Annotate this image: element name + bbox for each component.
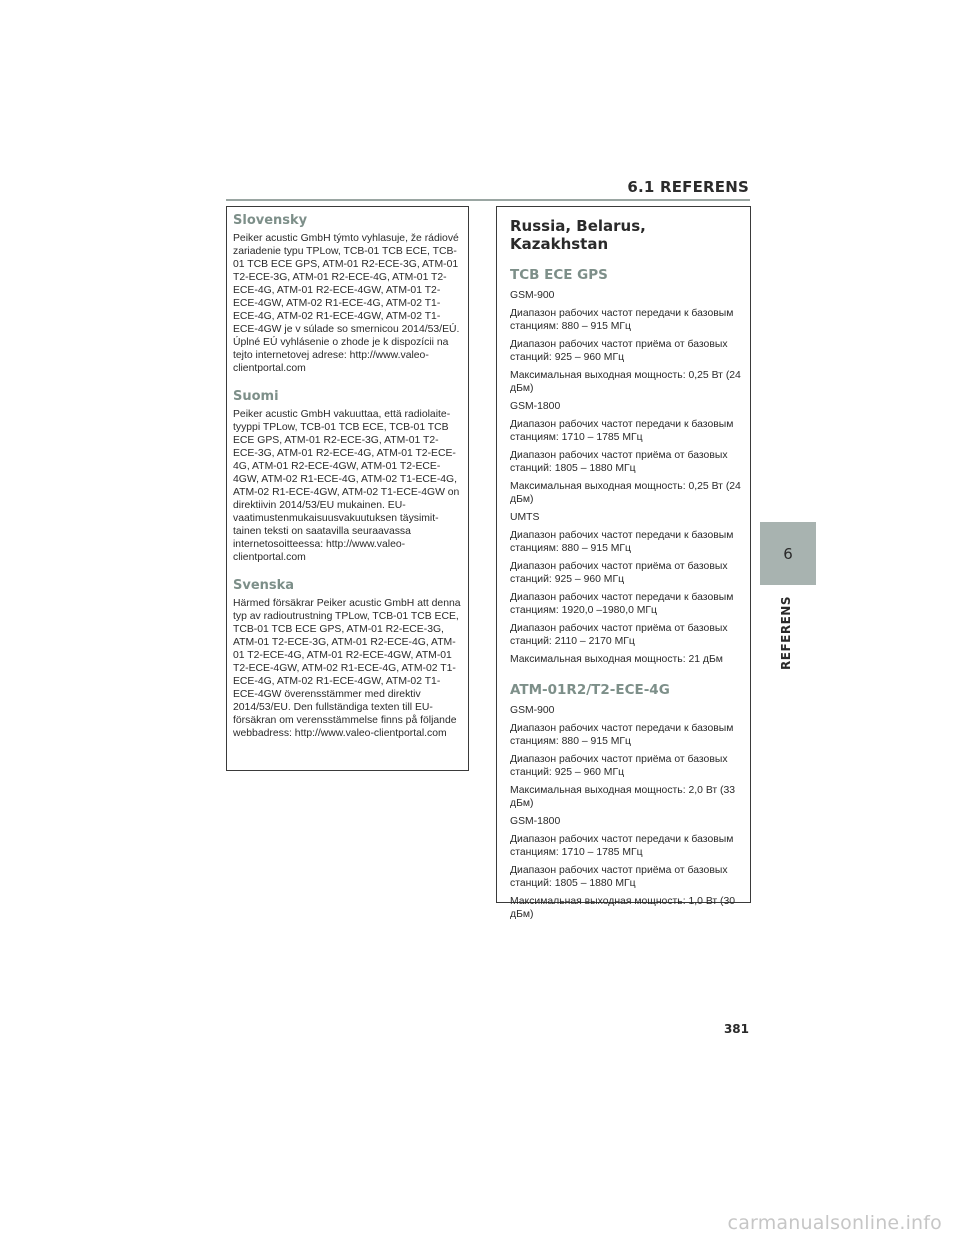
right-specs-box bbox=[496, 206, 751, 920]
chapter-tab bbox=[760, 522, 816, 585]
section-heading-svenska: Svenska bbox=[233, 578, 295, 593]
spec-line: Максимальная выходная мощность: 2,0 Вт (33 дБм) bbox=[510, 785, 736, 809]
spec-line: Максимальная выходная мощность: 1,0 Вт (30 дБм) bbox=[510, 896, 736, 920]
spec-line: Диапазон рабочих частот передачи к базовым станциям: 880 – 915 МГц bbox=[510, 723, 734, 747]
spec-line: Диапазон рабочих частот приёма от базовых станций: 925 – 960 МГц bbox=[510, 561, 728, 585]
spec-line: Диапазон рабочих частот приёма от базовых станций: 1805 – 1880 МГц bbox=[510, 450, 728, 474]
left-declaration-box bbox=[226, 206, 469, 771]
group-lines-atm-01r2-t2-ece-4g bbox=[510, 704, 743, 921]
spec-line: Диапазон рабочих частот передачи к базовым станциям: 1920,0 –1980,0 МГц bbox=[510, 592, 734, 616]
header-rule bbox=[226, 199, 750, 201]
spec-line: UMTS bbox=[510, 512, 540, 523]
spec-line: Диапазон рабочих частот передачи к базовым станциям: 880 – 915 МГц bbox=[510, 308, 734, 332]
section-text-svenska: Härmed försäkrar Peiker acustic GmbH att denna typ av radioutrustning TPLow, TCB-01 TCB ECE, TCB-01 TCB ECE GPS, ATM-01 R2-ECE-3G, ATM-01 T2-ECE-3G, ATM-01 R2-ECE-4G, ATM-01 T2-ECE-4G, ATM-01 R2-ECE-4GW, ATM-01 T2-ECE-4GW, ATM-02 R1-ECE-4G, ATM-02 T1-ECE-4G, ATM-02 R1-ECE-4GW, ATM-02 T1-ECE-4GW överensstämmer med direktiv 2014/53/EU. Den fullständiga texten till EU-försäkran om verensstämmelse finns på följande webbadress: http://www.valeo-clientportal.com bbox=[233, 598, 461, 739]
spec-line: Максимальная выходная мощность: 0,25 Вт (24 дБм) bbox=[510, 370, 741, 394]
spec-line: Диапазон рабочих частот передачи к базовым станциям: 1710 – 1785 МГц bbox=[510, 834, 734, 858]
section-heading-suomi: Suomi bbox=[233, 389, 279, 404]
watermark-logo: carmanualsonline.info bbox=[727, 1212, 942, 1234]
spec-line: Диапазон рабочих частот передачи к базовым станциям: 1710 – 1785 МГц bbox=[510, 419, 734, 443]
chapter-label: REFERENS bbox=[779, 596, 793, 670]
spec-line: GSM-1800 bbox=[510, 401, 561, 412]
spec-line: Диапазон рабочих частот приёма от базовых станций: 925 – 960 МГц bbox=[510, 339, 728, 363]
spec-line: Диапазон рабочих частот передачи к базовым станциям: 880 – 915 МГц bbox=[510, 530, 734, 554]
group-heading-tcb-ece-gps: TCB ECE GPS bbox=[510, 267, 608, 283]
spec-line: Диапазон рабочих частот приёма от базовых станций: 2110 – 2170 МГц bbox=[510, 623, 728, 647]
section-text-slovensky: Peiker acustic GmbH týmto vyhlasuje, že rádiové zariadenie typu TPLow, TCB-01 TCB ECE, TCB-01 TCB ECE GPS, ATM-01 R2-ECE-3G, ATM-01 T2-ECE-3G, ATM-01 R2-ECE-4G, ATM-01 T2-ECE-4G, ATM-01 R2-ECE-4GW, ATM-01 T2-ECE-4GW, ATM-02 R1-ECE-4G, ATM-02 T1-ECE-4G, ATM-02 R1-ECE-4GW, ATM-02 T1-ECE-4GW je v súlade so smernicou 2014/53/EÚ. Úplné EÚ vyhlásenie o zhode je k dispozícii na tejto internetovej adrese: http://www.valeo-clientportal.com bbox=[233, 233, 460, 374]
spec-line: Максимальная выходная мощность: 21 дБм bbox=[510, 654, 723, 665]
spec-line: Максимальная выходная мощность: 0,25 Вт (24 дБм) bbox=[510, 481, 741, 505]
group-heading-atm-01r2-t2-ece-4g: ATM-01R2/T2-ECE-4G bbox=[510, 682, 670, 698]
page-header-title: 6.1 REFERENS bbox=[627, 178, 749, 196]
section-heading-slovensky: Slovensky bbox=[233, 213, 308, 228]
group-lines-tcb-ece-gps bbox=[510, 289, 743, 666]
page-number: 381 bbox=[723, 1022, 749, 1036]
region-title: Russia, Belarus, Kazakhstan bbox=[510, 217, 646, 253]
spec-line: Диапазон рабочих частот приёма от базовых станций: 925 – 960 МГц bbox=[510, 754, 728, 778]
spec-line: Диапазон рабочих частот приёма от базовых станций: 1805 – 1880 МГц bbox=[510, 865, 728, 889]
section-text-suomi: Peiker acustic GmbH vakuuttaa, että radiolaite-tyyppi TPLow, TCB-01 TCB ECE, TCB-01 TCB ECE GPS, ATM-01 R2-ECE-3G, ATM-01 T2-ECE-3G, ATM-01 R2-ECE-4G, ATM-01 T2-ECE-4G, ATM-01 R2-ECE-4GW, ATM-01 T2-ECE-4GW, ATM-02 R1-ECE-4G, ATM-02 T1-ECE-4G, ATM-02 R1-ECE-4GW, ATM-02 T1-ECE-4GW on direktiivin 2014/53/EU mukainen. EU-vaatimustenmukaisuusvakuutuksen täysimit-tainen teksti on saatavilla seuraavassa internetosoitteessa: http://www.valeo-clientportal.com bbox=[233, 409, 460, 563]
chapter-number: 6 bbox=[783, 544, 793, 563]
spec-line: GSM-1800 bbox=[510, 816, 561, 827]
spec-line: GSM-900 bbox=[510, 290, 555, 301]
spec-line: GSM-900 bbox=[510, 705, 555, 716]
